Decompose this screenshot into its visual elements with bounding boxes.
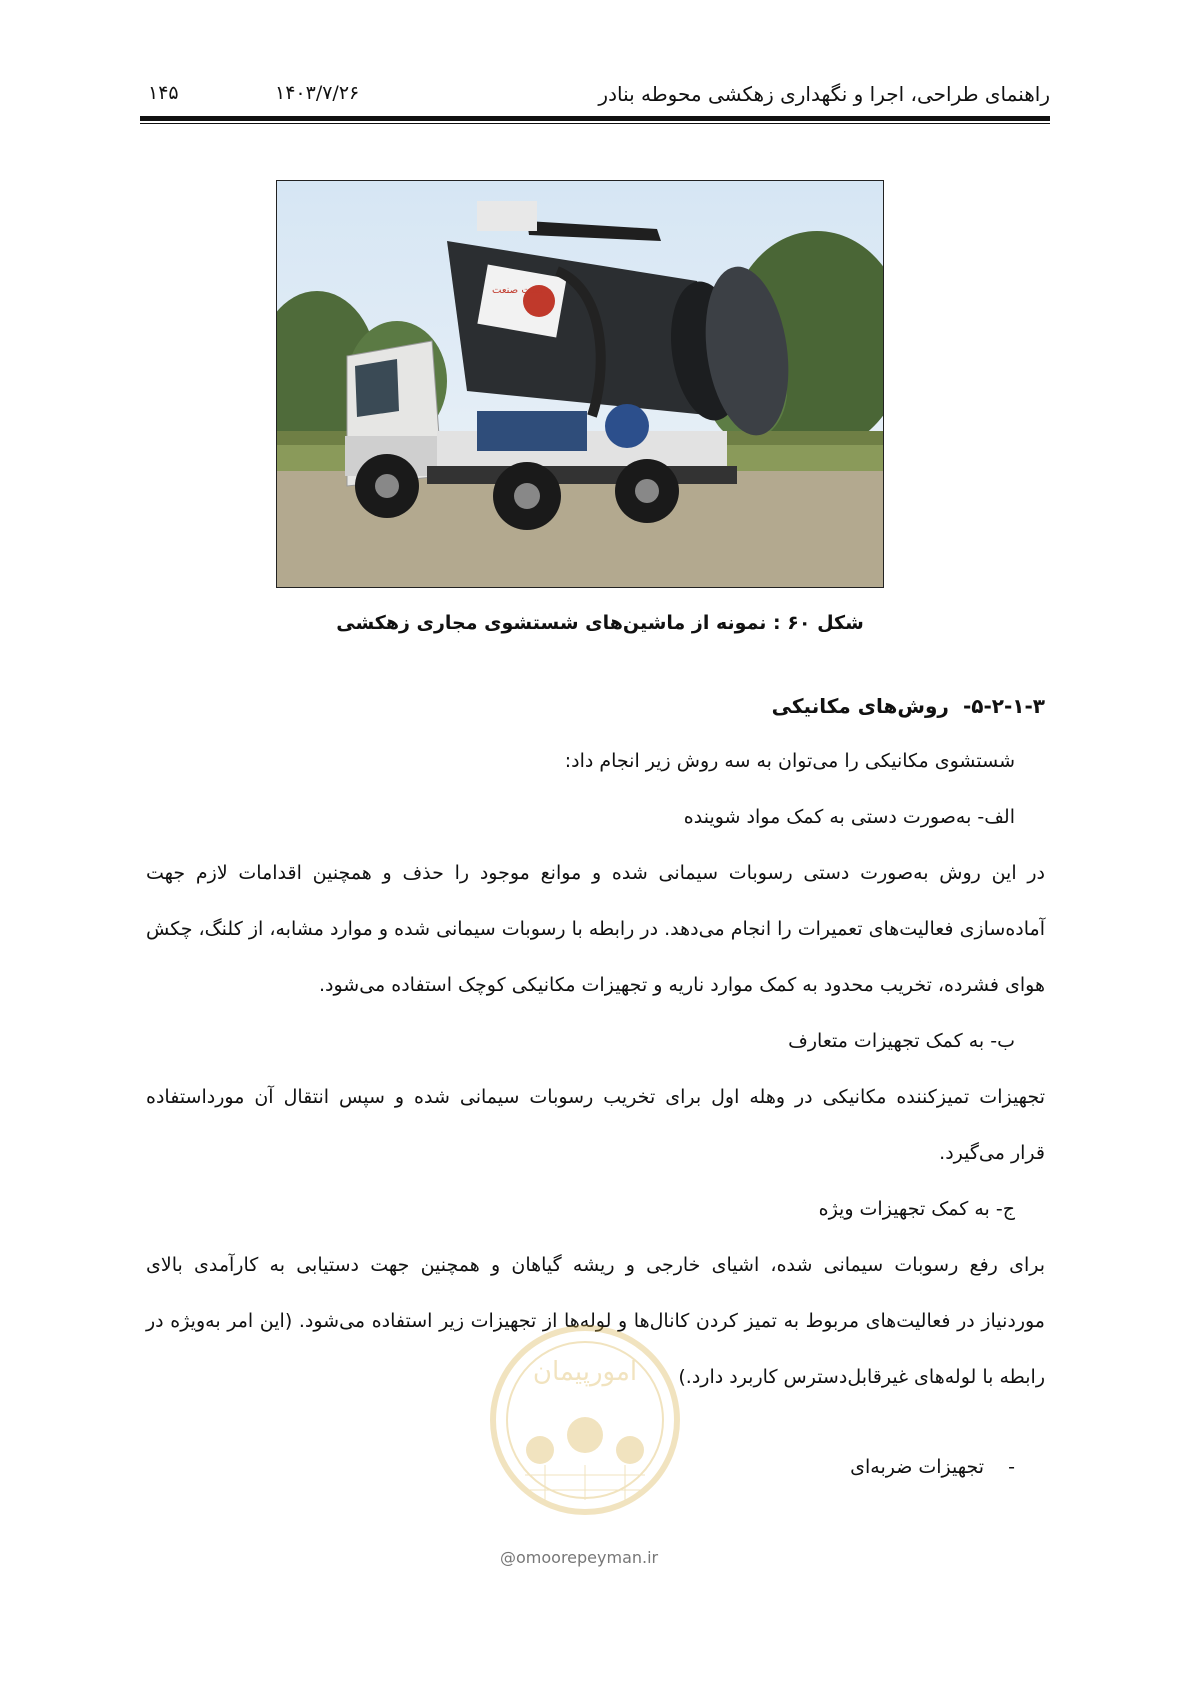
header-date: ۱۴۰۳/۷/۲۶ — [275, 82, 360, 104]
paragraph-1: شستشوی مکانیکی را می‌توان به سه روش زیر انجام داد: — [564, 750, 1015, 772]
bullet-item — [850, 1456, 1015, 1478]
paragraph-3: در این روش به‌صورت دستی رسوبات سیمانی شده و موانع موجود را حذف و همچنین اقدامات لازم جهت — [146, 862, 1045, 884]
paragraph-4: آماده‌سازی فعالیت‌های تعمیرات را انجام می‌دهد. در رابطه با رسوبات سیمانی شده و موارد مشابه، از کلنگ، چکش — [146, 918, 1045, 940]
section-heading — [772, 694, 1045, 718]
section-number: ۵-۲-۱-۳- — [962, 694, 1045, 718]
watermark-url: @omoorepeyman.ir — [500, 1548, 659, 1567]
paragraph-9: ج- به کمک تجهیزات ویژه — [818, 1198, 1015, 1220]
watermark-logo-text: امورپیمان — [532, 1357, 638, 1387]
sewer-cleaning-truck-image — [277, 181, 883, 587]
figure-photo — [276, 180, 884, 588]
bullet-text: تجهیزات ضربه‌ای — [850, 1456, 985, 1478]
paragraph-11: موردنیاز در فعالیت‌های مربوط به تمیز کردن کانال‌ها و لوله‌ها از تجهیزات زیر استفاده می‌شود. (این امر به‌ویژه در — [146, 1310, 1045, 1332]
document-title: راهنمای طراحی، اجرا و نگهداری زهکشی محوطه بنادر — [598, 82, 1050, 106]
section-title: روش‌های مکانیکی — [771, 694, 949, 718]
paragraph-10: برای رفع رسوبات سیمانی شده، اشیای خارجی و ریشه گیاهان و همچنین جهت دستیابی به کارآمدی بالای — [146, 1254, 1045, 1276]
watermark-logo — [485, 1300, 685, 1560]
page-header — [140, 72, 1050, 108]
page-number: ۱۴۵ — [148, 82, 179, 104]
paragraph-7: تجهیزات تمیزکننده مکانیکی در وهله اول برای تخریب رسوبات سیمانی شده و سپس انتقال آن مورداستفاده — [146, 1086, 1045, 1108]
paragraph-6: ب- به کمک تجهیزات متعارف — [788, 1030, 1015, 1052]
header-rule — [140, 116, 1050, 121]
watermark-url-text: omoorepeyman.ir — [516, 1548, 659, 1567]
paragraph-8: قرار می‌گیرد. — [939, 1142, 1045, 1164]
figure-caption: شکل ۶۰ : نمونه از ماشین‌های شستشوی مجاری زهکشی — [336, 612, 864, 634]
paragraph-2: الف- به‌صورت دستی به کمک مواد شوینده — [683, 806, 1015, 828]
bullet-dash: - — [1008, 1456, 1015, 1478]
header-rule-thin — [140, 123, 1050, 124]
paragraph-12: رابطه با لوله‌های غیرقابل‌دسترس کاربرد دارد.) — [678, 1366, 1045, 1388]
tank-label: تست صنعت — [492, 285, 543, 296]
paragraph-5: هوای فشرده، تخریب محدود به کمک موارد ناریه و تجهیزات مکانیکی کوچک استفاده می‌شود. — [318, 974, 1045, 996]
